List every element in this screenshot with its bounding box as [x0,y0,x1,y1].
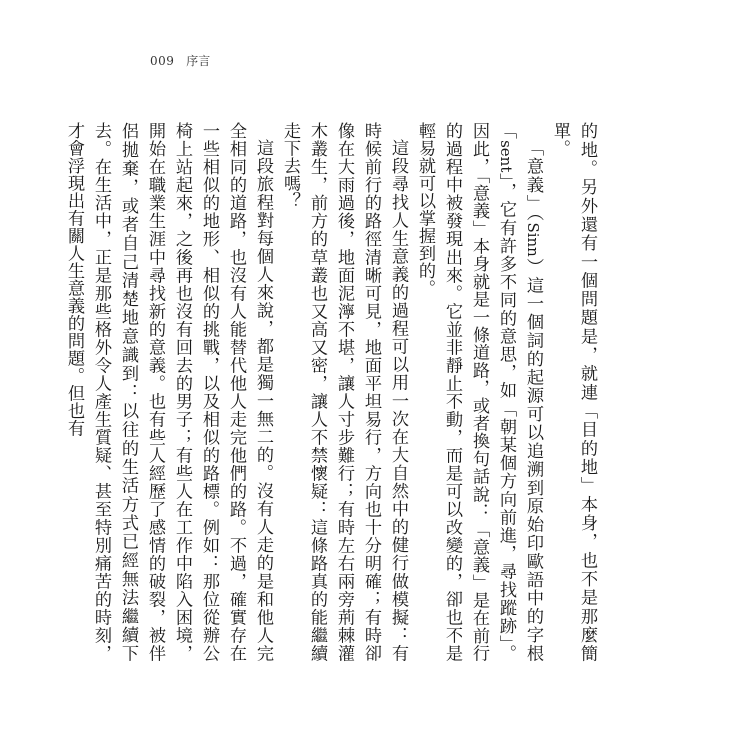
section-title: 序言 [186,54,211,68]
page-number: 009 [150,54,175,68]
body-text [64,122,600,662]
paragraph: 這段尋找人生意義的過程可以用一次在大自然中的健行做模擬：有時候前行的路徑清晰可見，地面平坦易行，方向也十分明確；有時卻像在大雨過後，地面泥濘不堪，讓人寸步難行；有時左右兩旁荊棘灌木叢生，前方的草叢也又高又密，讓人不禁懷疑：這條路真的能繼續走下去嗎？ [280,122,408,662]
paragraph: 這段旅程對每個人來說，都是獨一無二的。沒有人走的是和他人完全相同的道路，也沒有人能替代他人走完他們的路。不過，確實存在一些相似的地形、相似的挑戰，以及相似的路標。例如：那位從辦公椅上站起來，之後再也沒有回去的男子；有些人在工作中陷入困境，開始在職業生涯中尋找新的意義。也有些人經歷了感情的破裂，被伴侶拋棄，或者自己清楚地意識到：以往的生活方式已經無法繼續下去。在生活中，正是那些格外令人產生質疑、甚至特別痛苦的時刻，才會浮現出有關人生意義的問題。但也有 [64,122,273,662]
paragraph: 的地。另外還有一個問題是，就連「目的地」本身，也不是那麼簡單。 [550,122,597,662]
paragraph: 「意義」（Sinn）這一個詞的起源可以追溯到原始印歐語中的字根「sent」，它有許多不同的意思，如「朝某個方向前進，尋找蹤跡」。因此，「意義」本身就是一條道路，或者換句話說：「意義」是在前行的過程中被發現出來。它並非靜止不動，而是可以改變的，卻也不是輕易就可以掌握到的。 [415,122,543,662]
running-header [150,52,210,69]
latin-term: Sinn [524,222,542,258]
latin-term: sent [497,140,515,173]
